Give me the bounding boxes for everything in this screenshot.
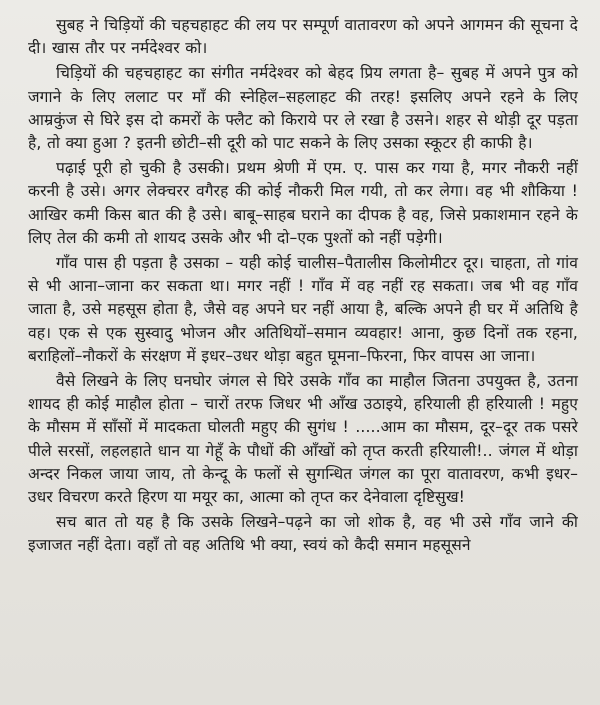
paragraph-5: वैसे लिखने के लिए घनघोर जंगल से घिरे उसके गाँव का माहौल जितना उपयुक्त है, उतना शायद ही कोई माहौल होता – चारों तरफ जिधर भी आँख उठाइये, हरियाली ही हरियाली ! महुए के मौसम में साँसों में मादकता घोलती महुए की सुगंध ! .....आम का मौसम, दूर–दूर तक पसरे पीले सरसों, लहलहाते धान या गेहूँ के पौधों की आँखों को तृप्त करती हरियाली!.. जंगल में थोड़ा अन्दर निकल जाया जाय, तो केन्दू के फलों से सुगन्धित जंगल का पूरा वातावरण, कभी इधर–उधर विचरण करते हिरण या मयूर का, आत्मा को तृप्त कर देनेवाला दृष्टिसुख!	[28, 372, 578, 507]
paragraph-3: पढ़ाई पूरी हो चुकी है उसकी। प्रथम श्रेणी में एम. ए. पास कर गया है, मगर नौकरी नहीं करनी है उसे। अगर लेक्चरर वगैरह की कोई नौकरी मिल गयी, तो कर लेगा। वह भी शौकिया ! आखिर कमी किस बात की है उसे। बाबू–साहब घराने का दीपक है वह, जिसे प्रकाशमान रहने के लिए तेल की कमी तो शायद उसके और भी दो–एक पुश्तों को नहीं पड़ेगी।	[28, 159, 578, 247]
paragraph-4: गाँव पास ही पड़ता है उसका – यही कोई चालीस–पैतालीस किलोमीटर दूर। चाहता, तो गांव से भी आना–जाना कर सकता था। मगर नहीं ! गाँव में वह नहीं रह सकता। जब भी वह गाँव जाता है, उसे महसूस होता है, जैसे वह अपने घर नहीं आया है, बल्कि अपने ही घर में अतिथि है वह। एक से एक सुस्वादु भोजन और अतिथियों–समान व्यवहार! आना, कुछ दिनों तक रहना, बराहिलों–नौकरों के संरक्षण में इधर–उधर थोड़ा बहुत घूमना–फिरना, फिर वापस आ जाना।	[28, 254, 578, 365]
paragraph-1: सुबह ने चिड़ियों की चहचहाहट की लय पर सम्पूर्ण वातावरण को अपने आगमन की सूचना दे दी। खास तौर पर नर्मदेश्वर को।	[28, 16, 578, 58]
paragraph-2: चिड़ियों की चहचहाहट का संगीत नर्मदेश्वर को बेहद प्रिय लगता है– सुबह में अपने पुत्र को जगाने के लिए ललाट पर माँ की स्नेहिल–सहलाहट की तरह! इसलिए अपने रहने के लिए आम्रकुंज से घिरे इस दो कमरों के फ्लैट को किराये पर ले रखा है उसने। शहर से थोड़ी दूर पड़ता है, तो क्या हुआ ? इतनी छोटी–सी दूरी को पाट सकने के लिए उसका स्कूटर ही काफी है।	[28, 64, 578, 153]
paragraph-6: सच बात तो यह है कि उसके लिखने–पढ़ने का जो शोक है, वह भी उसे गाँव जाने की इजाजत नहीं देता। वहाँ तो वह अतिथि भी क्या, स्वयं को कैदी समान महसूसने	[28, 513, 578, 555]
